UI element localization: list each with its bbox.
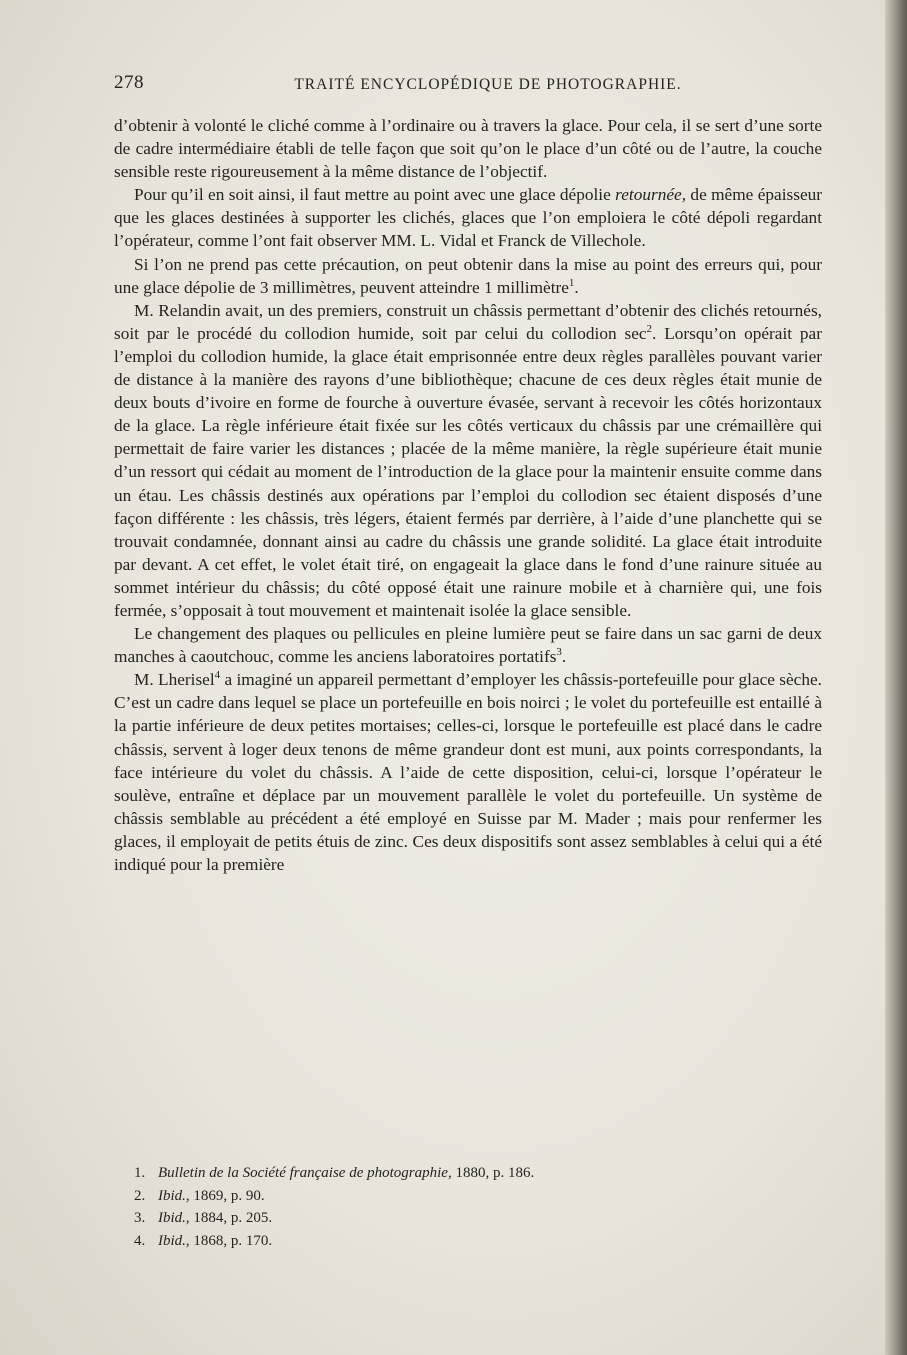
paragraph-4-before: M. Relandin avait, un des premiers, construit un châssis permettant d’obtenir des clichés retournés, soit par le procédé du collodion humide, soit par celui du collodion sec bbox=[114, 300, 822, 343]
paragraph-5 bbox=[114, 622, 822, 668]
paragraph-2 bbox=[114, 183, 822, 252]
paragraph-1-text: d’obtenir à volonté le cliché comme à l’ordinaire ou à travers la glace. Pour cela, il se sert d’une sorte de cadre intermédiaire établi de telle façon que soit qu’on le place d’un côté ou de l’autre, la couche sensible reste rigoureusement à la même distance de l’objectif. bbox=[114, 116, 822, 182]
paragraph-2-italic: retournée, bbox=[615, 185, 687, 205]
footnote-ref-4: 4 bbox=[214, 669, 221, 682]
footnote-number: 3. bbox=[134, 1210, 146, 1226]
paragraph-6-before: M. Lherisel bbox=[134, 670, 215, 690]
footnote-2 bbox=[134, 1185, 814, 1208]
paragraph-1 bbox=[114, 114, 822, 183]
footnote-source: Ibid. bbox=[158, 1187, 186, 1204]
footnotes bbox=[134, 1162, 814, 1252]
page-header bbox=[114, 72, 822, 102]
footnote-detail: , 1884, p. 205. bbox=[185, 1210, 273, 1226]
running-title: TRAITÉ ENCYCLOPÉDIQUE DE PHOTOGRAPHIE. bbox=[294, 76, 682, 93]
body-text bbox=[114, 114, 822, 876]
footnote-ref-2: 2 bbox=[646, 323, 653, 336]
footnote-number: 4. bbox=[134, 1232, 146, 1249]
paragraph-6-after: a imaginé un appareil permettant d’employer les châssis-portefeuille pour glace sèche. C’est un cadre dans lequel se place un portefeuille en bois noirci ; le volet du portefeuille est entaillé à la partie inférieure de deux petites mortaises; celles-ci, lorsque le portefeuille est placé dans le cadre châssis, servent à loger deux tenons de même grandeur dont est muni, aux points correspondants, la face intérieure du volet du châssis. A l’aide de cette disposition, celui-ci, lorsque l’opérateur le soulève, entraîne et déplace par un mouvement parallèle le volet du portefeuille. Un système de châssis semblable au précédent a été employé en Suisse par M. Mader ; mais pour renfermer les glaces, il employait de petits étuis de zinc. Ces deux dispositifs sont assez semblables à celui qui a été indiqué pour la première bbox=[114, 670, 822, 874]
paragraph-3 bbox=[114, 253, 822, 299]
footnote-detail: , 1868, p. 170. bbox=[185, 1232, 273, 1249]
paragraph-5-end: . bbox=[561, 647, 567, 667]
footnote-detail: , 1869, p. 90. bbox=[185, 1187, 265, 1204]
footnote-4 bbox=[134, 1230, 814, 1253]
footnote-number: 1. bbox=[134, 1165, 146, 1181]
footnote-source: Ibid. bbox=[158, 1210, 186, 1226]
footnote-ref-3: 3 bbox=[556, 646, 562, 659]
paragraph-2-before: Pour qu’il en soit ainsi, il faut mettre au point avec une glace dépolie bbox=[134, 185, 616, 205]
paragraph-5-text: Le changement des plaques ou pellicules en pleine lumière peut se faire dans un sac garni de deux manches à caoutchouc, comme les anciens laboratoires portatifs bbox=[114, 624, 822, 667]
footnote-number: 2. bbox=[134, 1187, 146, 1204]
page-edge-shadow bbox=[885, 0, 907, 1355]
footnote-3 bbox=[134, 1207, 814, 1230]
footnote-ref-1: 1 bbox=[568, 276, 575, 289]
footnote-source: Ibid. bbox=[158, 1232, 186, 1249]
paragraph-6 bbox=[114, 668, 822, 876]
paragraph-2-after: de même épaisseur que les glaces destinées à supporter les clichés, glaces que l’on emploiera le côté dépoli regardant l’opérateur, comme l’ont fait observer MM. L. Vidal et Franck de Villechole. bbox=[114, 185, 823, 251]
page-number: 278 bbox=[114, 72, 144, 93]
paragraph-4 bbox=[114, 299, 822, 622]
footnote-1 bbox=[134, 1162, 814, 1185]
paragraph-3-end: . bbox=[574, 277, 579, 297]
footnote-source: Bulletin de la Société française de photographie bbox=[158, 1165, 448, 1181]
paragraph-4-after: . Lorsqu’on opérait par l’emploi du collodion humide, la glace était emprisonnée entre deux règles parallèles pouvant varier de distance à la manière des rayons d’une bibliothèque; chacune de ces deux règles était munie de deux bouts d’ivoire en forme de fourche à ouverture évasée, servant à recevoir les côtés horizontaux de la glace. La règle inférieure était fixée sur les côtés verticaux du châssis par une crémaillère qui permettait de faire varier les distances ; placée de la même manière, la règle supérieure était munie d’un ressort qui cédait au moment de l’introduction de la glace pour la maintenir ensuite comme dans un étau. Les châssis destinés aux opérations par l’emploi du collodion sec étaient disposés d’une façon différente : les châssis, très légers, étaient fermés par derrière, à l’aide d’une planchette qui se trouvait condamnée, donnant ainsi au cadre du châssis une grande solidité. La glace était introduite par devant. A cet effet, le volet était tiré, on engageait la glace dans le fond d’une rainure située au sommet intérieur du châssis; du côté opposé était une rainure mobile et à charnière qui, une fois fermée, s’opposait à tout mouvement et maintenait isolée la glace sensible. bbox=[114, 323, 822, 620]
paragraph-3-text: Si l’on ne prend pas cette précaution, on peut obtenir dans la mise au point des erreurs qui, pour une glace dépolie de 3 millimètres, peuvent atteindre 1 millimètre bbox=[114, 254, 822, 297]
footnote-detail: , 1880, p. 186. bbox=[447, 1165, 535, 1181]
